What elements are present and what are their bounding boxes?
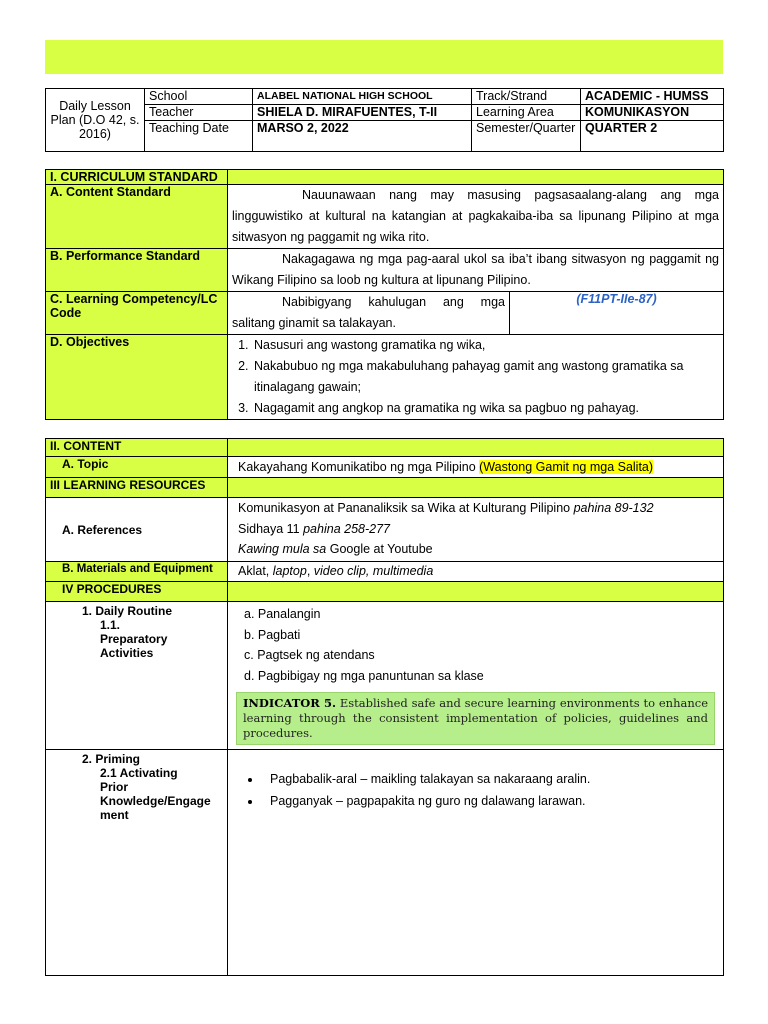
reference-1: Komunikasyon at Pananaliksik sa Wika at Kulturang Pilipino pahina 89-132 bbox=[238, 501, 654, 515]
priming-label: 2. Priming bbox=[82, 752, 141, 766]
content-standard-text: Nauunawaan nang may masusing pagsasaalang-alang ang mga lingguwistiko at kultural na katangian at pagkakaiba-iba sa lipunang Pilipino at mga sitwasyon ng paggamit ng wika rito. bbox=[228, 185, 724, 249]
materials-label: B. Materials and Equipment bbox=[46, 562, 228, 582]
objective-item: 3. Nagagamit ang angkop na gramatika ng wika sa pagbuo ng pahayag. bbox=[252, 398, 719, 419]
track-value: ACADEMIC - HUMSS bbox=[581, 89, 724, 105]
references-cell bbox=[228, 498, 724, 562]
curriculum-table bbox=[45, 169, 724, 420]
list-item: d. Pagbibigay ng mga panuntunan sa klase bbox=[244, 668, 484, 683]
objectives-list bbox=[232, 335, 719, 419]
objective-item: 1. Nasusuri ang wastong gramatika ng wika, bbox=[252, 335, 719, 356]
learning-area-value: KOMUNIKASYON bbox=[581, 105, 724, 121]
activating-label: 2.1 Activating Prior Knowledge/Engage ment bbox=[100, 766, 211, 822]
curriculum-title-fill bbox=[228, 170, 724, 185]
performance-standard-label: B. Performance Standard bbox=[46, 249, 228, 292]
indicator-label: INDICATOR 5. bbox=[243, 696, 336, 710]
references-label: A. References bbox=[46, 498, 228, 562]
school-value: ALABEL NATIONAL HIGH SCHOOL bbox=[253, 89, 472, 105]
teacher-value: SHIELA D. MIRAFUENTES, T-II bbox=[253, 105, 472, 121]
lesson-header-table bbox=[45, 88, 724, 152]
content-title-fill bbox=[228, 439, 724, 457]
competency-code: (F11PT-IIe-87) bbox=[510, 292, 724, 335]
semester-value: QUARTER 2 bbox=[581, 121, 724, 152]
semester-label: Semester/Quarter bbox=[472, 121, 581, 152]
materials-cell: Aklat, laptop, video clip, multimedia bbox=[228, 562, 724, 582]
topic-highlight: (Wastong Gamit ng mga Salita) bbox=[479, 460, 654, 474]
objectives-label: D. Objectives bbox=[46, 335, 228, 420]
daily-routine-cell bbox=[228, 602, 724, 750]
school-label: School bbox=[145, 89, 253, 105]
procedures-title-fill bbox=[228, 582, 724, 602]
procedures-title: IV PROCEDURES bbox=[46, 582, 228, 602]
list-item: a. Panalangin bbox=[244, 607, 321, 621]
priming-cell bbox=[228, 750, 724, 976]
priming-list bbox=[232, 768, 719, 812]
content-table bbox=[45, 438, 724, 976]
content-standard-label: A. Content Standard bbox=[46, 185, 228, 249]
resources-title: III LEARNING RESOURCES bbox=[46, 478, 228, 498]
topic-label: A. Topic bbox=[46, 457, 228, 478]
list-item: • Pagganyak – pagpapakita ng guro ng dalawang larawan. bbox=[262, 790, 719, 812]
reference-2: Sidhaya 11 pahina 258-277 bbox=[238, 521, 390, 536]
top-banner bbox=[45, 40, 723, 74]
learning-area-label: Learning Area bbox=[472, 105, 581, 121]
teaching-date-label: Teaching Date bbox=[145, 121, 253, 152]
teaching-date-value: MARSO 2, 2022 bbox=[253, 121, 472, 152]
teacher-label: Teacher bbox=[145, 105, 253, 121]
priming-label-cell bbox=[46, 750, 228, 976]
resources-title-fill bbox=[228, 478, 724, 498]
dlp-label: Daily Lesson Plan (D.O 42, s. 2016) bbox=[46, 89, 145, 152]
list-item: • Pagbabalik-aral – maikling talakayan sa nakaraang aralin. bbox=[262, 768, 719, 790]
track-label: Track/Strand bbox=[472, 89, 581, 105]
competency-text: Nabibigyang kahulugan ang mga salitang ginamit sa talakayan. bbox=[228, 292, 510, 335]
curriculum-title: I. CURRICULUM STANDARD bbox=[46, 170, 228, 185]
daily-routine-label-cell bbox=[46, 602, 228, 750]
list-item: b. Pagbati bbox=[244, 627, 301, 642]
topic-cell bbox=[228, 457, 724, 478]
indicator-text: Established safe and secure learning environments to enhance learning through the consistent implementation of policies, guidelines and procedures. bbox=[243, 696, 709, 740]
list-item: c. Pagtsek ng atendans bbox=[244, 648, 375, 662]
objectives-cell bbox=[228, 335, 724, 420]
daily-routine-label: 1. Daily Routine bbox=[82, 604, 173, 618]
routine-list bbox=[232, 602, 719, 686]
objective-item: 2. Nakabubuo ng mga makabuluhang pahayag gamit ang wastong gramatika sa itinalagang gawain; bbox=[252, 356, 719, 398]
preparatory-label: 1.1. Preparatory Activities bbox=[100, 618, 168, 660]
content-title: II. CONTENT bbox=[46, 439, 228, 457]
topic-text: Kakayahang Komunikatibo ng mga Pilipino bbox=[238, 460, 476, 474]
indicator-box bbox=[236, 692, 715, 745]
competency-label: C. Learning Competency/LC Code bbox=[46, 292, 228, 335]
reference-3: Kawing mula sa Google at Youtube bbox=[238, 542, 433, 556]
performance-standard-text: Nakagagawa ng mga pag-aaral ukol sa iba’t ibang sitwasyon ng paggamit ng Wikang Filipino sa loob ng kultura at lipunang Pilipino. bbox=[228, 249, 724, 292]
